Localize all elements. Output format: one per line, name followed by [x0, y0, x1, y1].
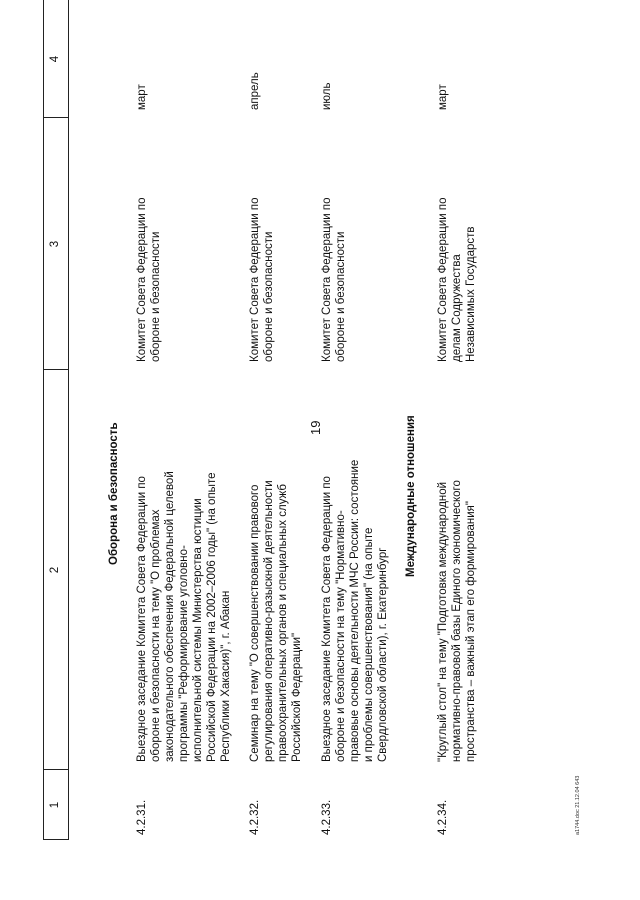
footer-file-info: a1744.doc 21.12.04 643 — [575, 775, 581, 835]
row-event: "Круглый стол" на тему "Подготовка международной нормативно-правовой базы Единого экономического пространства – важный этап его формирования" — [437, 480, 477, 762]
row-event: Выездное заседание Комитета Совета Федерации по обороне и безопасности на тему "Нормативно- правовые основы деятельности МЧС России: состояние и проблемы совершенствования" (на опыте Свердловской области), г. Екатеринбург — [321, 459, 389, 762]
header-top-border — [43, 0, 44, 840]
rotated-page — [10, 0, 630, 840]
header-col-3: 3 — [49, 240, 61, 248]
page-number: 19 — [308, 420, 323, 435]
section-title-international: Международные отношения — [405, 415, 417, 577]
row-date: март — [437, 84, 449, 110]
row-number: 4.2.33. — [321, 799, 333, 835]
row-date: апрель — [249, 72, 261, 110]
row-date: июль — [321, 82, 333, 110]
row-responsible: Комитет Совета Федерации по обороне и безопасности — [249, 197, 275, 362]
row-number: 4.2.31. — [136, 799, 148, 835]
row-responsible: Комитет Совета Федерации по обороне и безопасности — [136, 197, 162, 362]
header-col-1: 1 — [49, 801, 61, 809]
section-title-defense: Оборона и безопасность — [108, 422, 120, 565]
row-number: 4.2.32. — [249, 799, 261, 835]
row-responsible: Комитет Совета Федерации по обороне и безопасности — [321, 197, 347, 362]
row-event: Выездное заседание Комитета Совета Федерации по обороне и безопасности на тему "О проблемах законодательного обеспечения Федеральной целевой программы "Реформирование уголовно- исполнительной системы Министерства юстиции Российской Федерации на 2002–2006 годы" (на опыте Республики Хакасия)", г. Абакан — [136, 471, 232, 762]
row-date: март — [136, 84, 148, 110]
header-col-4: 4 — [49, 55, 61, 63]
row-responsible: Комитет Совета Федерации по делам Содружества Независимых Государств — [437, 197, 477, 362]
header-bottom-border — [68, 0, 69, 840]
row-number: 4.2.34. — [437, 799, 449, 835]
header-col-2: 2 — [49, 566, 61, 574]
row-event: Семинар на тему "О совершенствовании правового регулирования оперативно-разыскной деятельности правоохранительных органов и специальных служб Российской Федерации" — [249, 480, 303, 762]
